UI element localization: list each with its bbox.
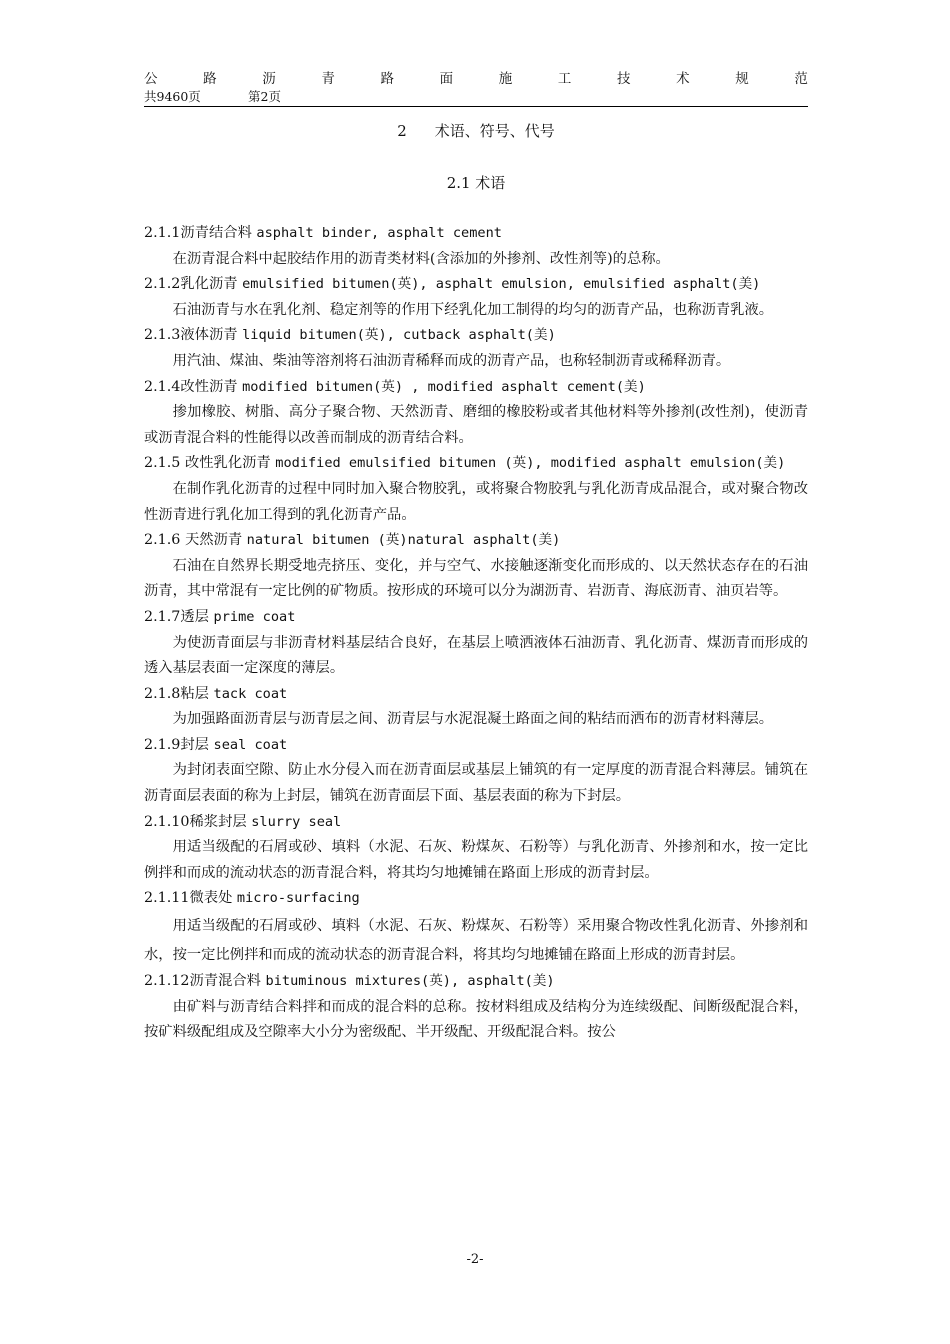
term-definition: 用汽油、煤油、柴油等溶剂将石油沥青稀释而成的沥青产品，也称轻制沥青或稀释沥青。 xyxy=(172,352,731,369)
term-heading: 2.1.10稀浆封层 slurry seal xyxy=(144,813,342,830)
term-definition: 为加强路面沥青层与沥青层之间、沥青层与水泥混凝土路面之间的粘结而洒布的沥青材料薄层。 xyxy=(172,711,774,728)
header-title-char: 施 xyxy=(498,71,513,87)
header-title-char: 青 xyxy=(321,71,335,87)
total-pages: 共9460页 xyxy=(144,89,201,104)
running-header-title xyxy=(144,70,808,88)
header-title-char: 沥 xyxy=(262,71,276,87)
term-definition: 掺加橡胶、树脂、高分子聚合物、天然沥青、磨细的橡胶粉或者其他材料等外掺剂(改性剂)，使沥青或沥青混合料的性能得以改善而制成的沥青结合料。 xyxy=(144,404,808,446)
term-heading: 2.1.2乳化沥青 emulsified bitumen(英), asphalt emulsion, emulsified asphalt(美) xyxy=(144,276,761,293)
section-heading: 2.1 术语 xyxy=(446,174,506,192)
term-heading: 2.1.9封层 seal coat xyxy=(144,736,288,753)
term-definition: 用适当级配的石屑或砂、填料（水泥、石灰、粉煤灰、石粉等）与乳化沥青、外掺剂和水，按一定比例拌和而成的流动状态的沥青混合料，将其均匀地摊铺在路面上形成的沥青封层。 xyxy=(144,839,808,881)
term-definition: 石油在自然界长期受地壳挤压、变化，并与空气、水接触逐渐变化而形成的、以天然状态存在的石油沥青，其中常混有一定比例的矿物质。按形成的环境可以分为湖沥青、岩沥青、海底沥青、油页岩等。 xyxy=(144,557,808,600)
header-title-char: 工 xyxy=(557,71,572,87)
term-definition: 石油沥青与水在乳化剂、稳定剂等的作用下经乳化加工制得的均匀的沥青产品，也称沥青乳液。 xyxy=(172,301,774,318)
term-heading: 2.1.12沥青混合料 bituminous mixtures(英), asphalt(美) xyxy=(144,973,555,990)
term-definition: 在制作乳化沥青的过程中同时加入聚合物胶乳，或将聚合物胶乳与乳化沥青成品混合，或对聚合物改性沥青进行乳化加工得到的乳化沥青产品。 xyxy=(144,480,808,523)
term-definition: 为封闭表面空隙、防止水分侵入而在沥青面层或基层上铺筑的有一定厚度的沥青混合料薄层。铺筑在沥青面层表面的称为上封层，铺筑在沥青面层下面、基层表面的称为下封层。 xyxy=(144,762,808,805)
header-title-char: 路 xyxy=(203,71,217,87)
term-heading: 2.1.3液体沥青 liquid bitumen(英), cutback asphalt(美) xyxy=(144,327,556,344)
chapter-title: 术语、符号、代号 xyxy=(434,122,555,140)
term-definition: 用适当级配的石屑或砂、填料（水泥、石灰、粉煤灰、石粉等）采用聚合物改性乳化沥青、外掺剂和水，按一定比例拌和而成的流动状态的沥青混合料，将其均匀地摊铺在路面上形成的沥青封层。 xyxy=(144,918,808,963)
term-heading: 2.1.4改性沥青 modified bitumen(英) , modified asphalt cement(美) xyxy=(144,378,646,395)
chapter-heading xyxy=(144,121,808,141)
header-title-char: 公 xyxy=(144,71,158,87)
term-heading: 2.1.1沥青结合料 asphalt binder, asphalt cement xyxy=(144,225,502,241)
current-page: 第2页 xyxy=(248,89,281,104)
term-heading: 2.1.8粘层 tack coat xyxy=(144,685,288,702)
page-number: -2- xyxy=(466,1252,484,1267)
running-header-pages xyxy=(144,89,281,105)
term-heading: 2.1.5 改性乳化沥青 modified emulsified bitumen (英), modified asphalt emulsion(美) xyxy=(144,455,786,472)
header-title-char: 技 xyxy=(617,71,631,87)
term-heading: 2.1.7透层 prime coat xyxy=(144,608,296,625)
header-title-char: 术 xyxy=(676,71,690,87)
term-definition: 为使沥青面层与非沥青材料基层结合良好，在基层上喷洒液体石油沥青、乳化沥青、煤沥青而形成的透入基层表面一定深度的薄层。 xyxy=(144,634,808,677)
term-heading: 2.1.6 天然沥青 natural bitumen (英)natural asphalt(美) xyxy=(144,532,561,549)
header-title-char: 规 xyxy=(735,71,749,87)
term-definition: 由矿料与沥青结合料拌和而成的混合料的总称。按材料组成及结构分为连续级配、间断级配混合料，按矿料级配组成及空隙率大小分为密级配、半开级配、开级配混合料。按公 xyxy=(144,998,808,1041)
term-definition: 在沥青混合料中起胶结作用的沥青类材料(含添加的外掺剂、改性剂等)的总称。 xyxy=(172,250,670,267)
term-heading: 2.1.11微表处 micro-surfacing xyxy=(144,890,360,907)
chapter-number: 2 xyxy=(397,122,407,140)
header-title-char: 路 xyxy=(380,71,394,87)
header-divider xyxy=(144,106,808,107)
terms-list xyxy=(144,221,808,1046)
header-title-char: 面 xyxy=(439,71,454,87)
header-title-char: 范 xyxy=(794,71,808,87)
